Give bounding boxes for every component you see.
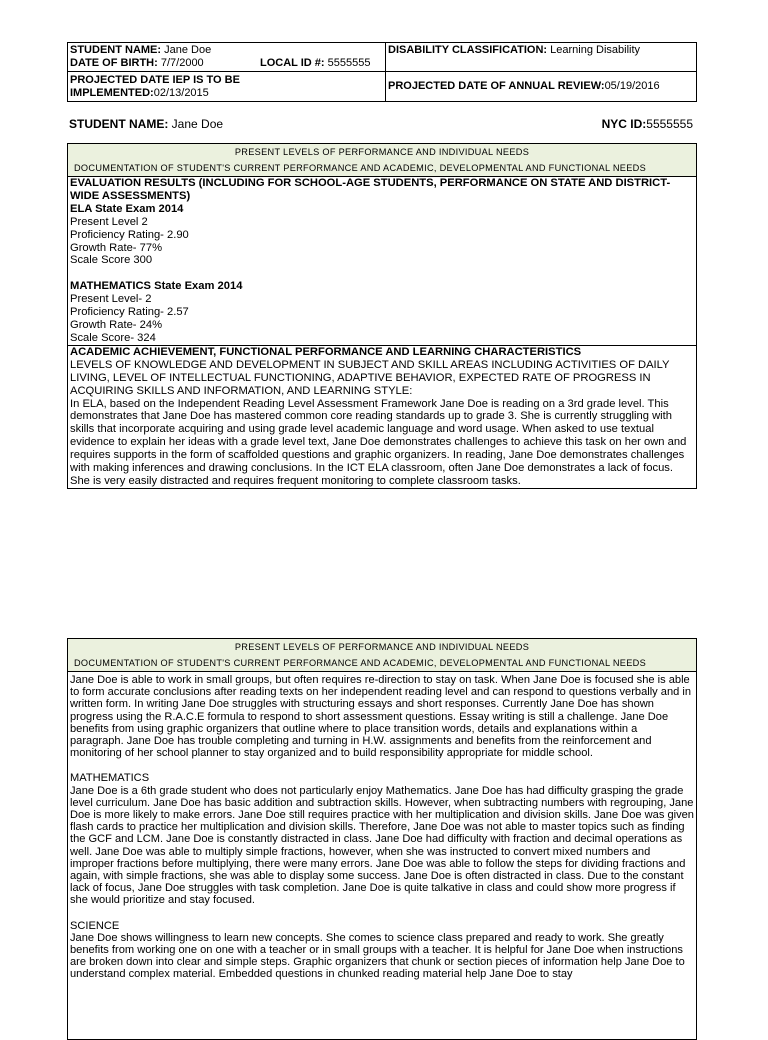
local-id-label: LOCAL ID #: bbox=[260, 57, 325, 69]
section-band bbox=[68, 144, 696, 177]
iep-date-label-2: IMPLEMENTED: bbox=[70, 86, 154, 99]
student-info-table bbox=[67, 42, 697, 102]
ela-exam-title: ELA State Exam 2014 bbox=[70, 202, 184, 215]
present-levels-box-1 bbox=[67, 143, 697, 489]
math-paragraph: Jane Doe is a 6th grade student who does not particularly enjoy Mathematics. Jane Doe has had difficulty grasping the grade level curriculum. Jane Doe has basic addition and subtraction skills. However, when subtracting numbers with regrouping, Jane Doe is more likely to make errors. Jane Doe still requires practice with her multiplication and division skills. Jane Doe was given flash cards to practice her multiplication and division skills. Therefore, Jane Doe was not able to master topics such as finding the GCF and LCM. Jane Doe is constantly distracted in class. Jane Doe had difficulty with fraction and decimal operations as well. Jane Doe was able to multiply simple fractions, however, when she was instructed to convert mixed numbers and improper fractions before multiplying, there were many errors. Jane Doe was able to follow the steps for dividing fractions and again, with simple fractions, she was able to display some success. Jane Doe is often distracted in class. Due to the constant lack of focus, Jane Doe struggles with task completion. Jane Doe is quite talkative in class and could show more progress if she would prioritize and stay focused. bbox=[70, 784, 694, 907]
review-date-label: PROJECTED DATE OF ANNUAL REVIEW: bbox=[388, 80, 605, 92]
section-band-2 bbox=[68, 639, 696, 672]
nyc-id-value: 5555555 bbox=[646, 117, 693, 131]
math-proficiency: Proficiency Rating- 2.57 bbox=[70, 306, 189, 319]
ela-proficiency: Proficiency Rating- 2.90 bbox=[70, 228, 189, 241]
disability-cell bbox=[386, 43, 697, 72]
local-id-value: 5555555 bbox=[327, 57, 371, 69]
disability-value: Learning Disability bbox=[550, 44, 641, 56]
evaluation-heading: EVALUATION RESULTS (INCLUDING FOR SCHOOL-AGE STUDENTS, PERFORMANCE ON STATE AND DISTRICT-WIDE ASSESSMENTS) bbox=[70, 177, 671, 202]
ela-present-level: Present Level 2 bbox=[70, 215, 148, 228]
ela-scale-score: Scale Score 300 bbox=[70, 254, 153, 267]
band-title: PRESENT LEVELS OF PERFORMANCE AND INDIVIDUAL NEEDS bbox=[234, 147, 530, 157]
continued-section bbox=[68, 672, 696, 983]
iep-date-value: 02/13/2015 bbox=[153, 86, 209, 99]
band-subtitle-2: DOCUMENTATION OF STUDENT'S CURRENT PERFORMANCE AND ACADEMIC, DEVELOPMENTAL AND FUNCTIONAL NEEDS bbox=[74, 658, 647, 668]
academic-subheading: LEVELS OF KNOWLEDGE AND DEVELOPMENT IN SUBJECT AND SKILL AREAS INCLUDING ACTIVITIES OF DAILY LIVING, LEVEL OF INTELLECTUAL FUNCTIONING, ADAPTIVE BEHAVIOR, EXPECTED RATE OF PROGRESS IN ACQUIRING SKILLS AND INFORMATION, AND LEARNING STYLE: bbox=[70, 358, 670, 397]
iep-date-label-1: PROJECTED DATE IEP IS TO BE bbox=[70, 73, 240, 86]
review-date-cell bbox=[386, 72, 697, 102]
student-info-cell bbox=[68, 43, 386, 72]
science-heading: SCIENCE bbox=[70, 919, 120, 932]
sub-student-name-value: Jane Doe bbox=[171, 117, 224, 131]
dob-label: DATE OF BIRTH: bbox=[70, 57, 158, 69]
nyc-id-label: NYC ID: bbox=[601, 117, 647, 131]
math-scale-score: Scale Score- 324 bbox=[70, 331, 156, 344]
ela-growth-rate: Growth Rate- 77% bbox=[70, 241, 163, 254]
academic-heading: ACADEMIC ACHIEVEMENT, FUNCTIONAL PERFORMANCE AND LEARNING CHARACTERISTICS bbox=[70, 345, 582, 358]
science-paragraph: Jane Doe shows willingness to learn new concepts. She comes to science class prepared and ready to work. She greatly benefits from working one on one with a teacher or in small groups with a teacher. It is helpful for Jane Doe when instructions are broken down into clear and simple steps. Graphic organizers that chunk or section pieces of information help Jane Doe to understand complex material. Embedded questions in chunked reading material help Jane Doe to stay bbox=[70, 931, 685, 981]
math-present-level: Present Level- 2 bbox=[70, 293, 152, 306]
student-name-value: Jane Doe bbox=[164, 44, 212, 56]
student-name-label: STUDENT NAME: bbox=[70, 44, 162, 56]
evaluation-section bbox=[68, 177, 696, 345]
student-id-line bbox=[69, 117, 693, 131]
dob-value: 7/7/2000 bbox=[160, 57, 204, 69]
group-work-paragraph: Jane Doe is able to work in small groups, but often requires re-direction to stay on task. When Jane Doe is focused she is able to form accurate conclusions after reading texts on her independent reading level and can respond to questions verbally and in written form. In writing Jane Doe struggles with structuring essays and short responses. Currently Jane Doe has shown progress using the R.A.C.E formula to respond to short assessment questions. Essay writing is still a challenge. Jane Doe benefits from using graphic organizers that outline where to place transition words, details and explanations within a paragraph. Jane Doe has trouble completing and turning in H.W. assignments and benefits from the reinforcement and monitoring of her school planner to stay organized and to build responsibility appropriate for middle school. bbox=[70, 674, 692, 760]
band-subtitle: DOCUMENTATION OF STUDENT'S CURRENT PERFORMANCE AND ACADEMIC, DEVELOPMENTAL AND FUNCTIONAL NEEDS bbox=[74, 163, 647, 173]
present-levels-box-2 bbox=[67, 638, 697, 1040]
review-date-value: 05/19/2016 bbox=[604, 80, 660, 92]
math-heading: MATHEMATICS bbox=[70, 772, 150, 785]
math-exam-title: MATHEMATICS State Exam 2014 bbox=[70, 280, 243, 293]
iep-date-cell bbox=[68, 72, 386, 102]
sub-student-name-label: STUDENT NAME: bbox=[69, 117, 169, 131]
math-growth-rate: Growth Rate- 24% bbox=[70, 319, 163, 332]
disability-label: DISABILITY CLASSIFICATION: bbox=[388, 44, 548, 56]
academic-section bbox=[68, 345, 696, 488]
academic-ela-paragraph: In ELA, based on the Independent Reading Level Assessment Framework Jane Doe is reading on a 3rd grade level. This demonstrates that Jane Doe has mastered common core reading standards up to grade 3. She is currently struggling with skills that incorporate acquiring and using grade level academic language and word usage. When asked to use textual evidence to explain her ideas with a grade level text, Jane Doe demonstrates challenges to achieve this task on her own and requires supports in the form of scaffolded questions and graphic organizers. In reading, Jane Doe demonstrates challenges with making inferences and drawing conclusions. In the ICT ELA classroom, often Jane Doe demonstrates a lack of focus. She is very easily distracted and requires frequent monitoring to complete classroom tasks. bbox=[70, 397, 687, 487]
band-title-2: PRESENT LEVELS OF PERFORMANCE AND INDIVIDUAL NEEDS bbox=[234, 642, 530, 652]
